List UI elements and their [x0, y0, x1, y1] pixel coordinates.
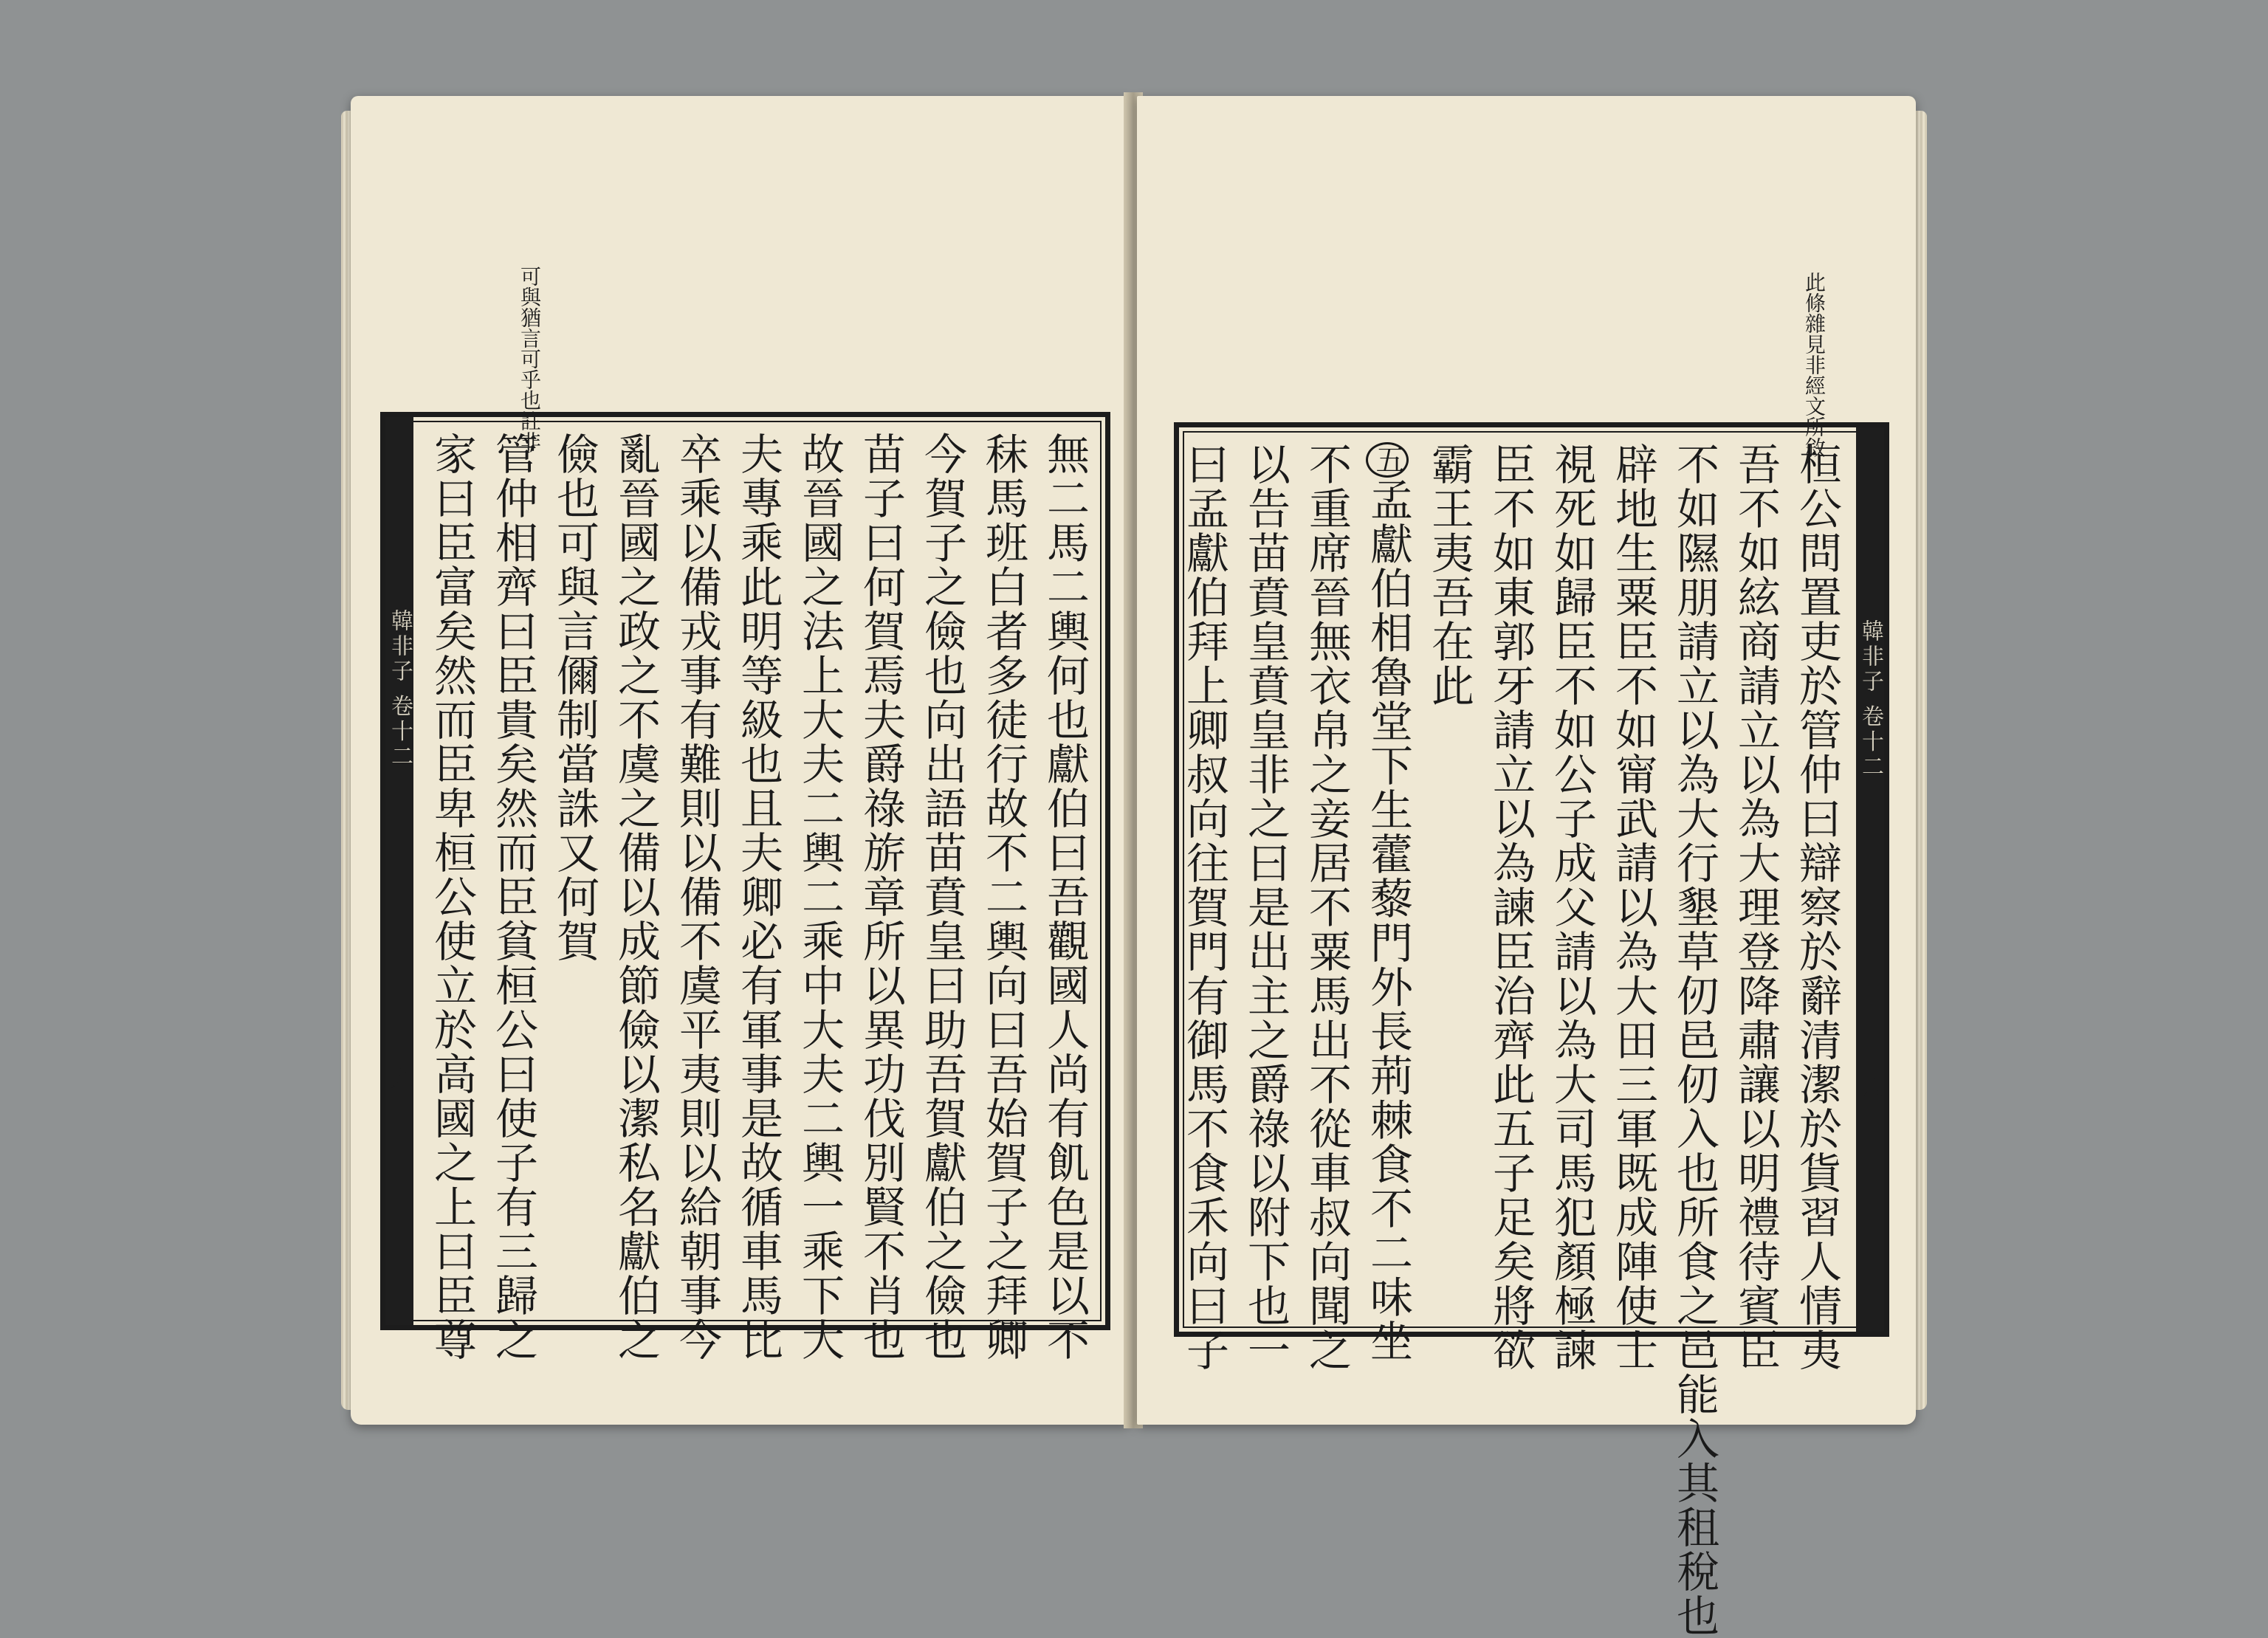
text-column: 霸王夷吾在此 — [1424, 442, 1474, 708]
left-running-heading: 韓非子 卷十二 — [387, 609, 413, 770]
right-text-frame — [1174, 422, 1889, 1638]
text-column: 無二馬二輿何也獻伯曰吾觀國人尚有飢色是以不 — [1040, 432, 1090, 1362]
left-margin-note: 可與猶言可乎也註非 — [518, 266, 542, 452]
left-text-block — [422, 432, 1095, 1362]
text-column: 桓公問置吏於管仲曰辯察於辭清潔於貨習人情夷 — [1792, 442, 1842, 1372]
text-column: 以告苗賁皇賁皇非之曰是出主之爵祿以附下也一 — [1240, 442, 1291, 1372]
right-running-heading: 韓非子 卷十二 — [1858, 619, 1883, 780]
text-column: 辟地生粟臣不如甯武請以為大田三軍既成陣使士 — [1608, 442, 1658, 1372]
text-column: 管仲相齊曰臣貴矣然而臣貧桓公曰使子有三歸之 — [488, 432, 538, 1362]
text-column: 亂晉國之政之不虞之備以成節儉以潔私名獻伯之 — [611, 432, 661, 1362]
text-column: 視死如歸臣不如公子成父請以為大司馬犯顏極諫 — [1547, 442, 1597, 1372]
text-column: 故晉國之法上大夫二輿二乘中大夫二輿一乘下大 — [794, 432, 845, 1362]
left-folio: 九 — [386, 1067, 412, 1089]
text-column-with-section-mark — [1357, 442, 1418, 1363]
text-column: 卒乘以備戎事有難則以備不虞平夷則以給朝事今 — [672, 432, 722, 1362]
section-number-mark: 五 — [1366, 442, 1409, 478]
left-text-frame — [380, 412, 1110, 1362]
right-text-block — [1179, 442, 1847, 1638]
text-column: 秣馬班白者多徒行故不二輿向曰吾始賀子之拜卿 — [978, 432, 1028, 1362]
left-heading-bar — [385, 417, 413, 1325]
right-heading-bar — [1856, 427, 1884, 1332]
right-folio: 八 — [1857, 1077, 1883, 1099]
text-column-body: 孟獻伯相魯堂下生藿藜門外長荊棘食不二味坐 — [1363, 478, 1413, 1363]
text-column: 儉也可與言儞制當誅又何賀 — [549, 432, 599, 963]
text-column: 曰孟獻伯拜上卿叔向往賀門有御馬不食禾向曰子 — [1179, 442, 1229, 1372]
text-column: 臣不如東郭牙請立以為諫臣治齊此五子足矣將欲 — [1485, 442, 1536, 1372]
text-column: 不重席晉無衣帛之妾居不粟馬出不從車叔向聞之 — [1302, 442, 1352, 1372]
text-column: 吾不如絃商請立以為大理登降肅讓以明禮待賓臣 — [1731, 442, 1781, 1372]
text-column: 夫專乘此明等級也且夫卿必有軍事是故循車馬比 — [733, 432, 783, 1362]
right-margin-note: 此條雜見非經文所敘 — [1802, 272, 1827, 458]
text-column: 苗子曰何賀焉夫爵祿旂章所以異功伐別賢不肖也 — [856, 432, 906, 1362]
text-column: 家曰臣富矣然而臣卑桓公使立於高國之上曰臣尊 — [427, 432, 477, 1362]
text-column: 不如隰朋請立以為大行墾草仞邑仞入也所食之邑能入其租稅也 — [1669, 442, 1719, 1638]
text-column: 今賀子之儉也向出語苗賁皇曰助吾賀獻伯之儉也 — [917, 432, 967, 1362]
